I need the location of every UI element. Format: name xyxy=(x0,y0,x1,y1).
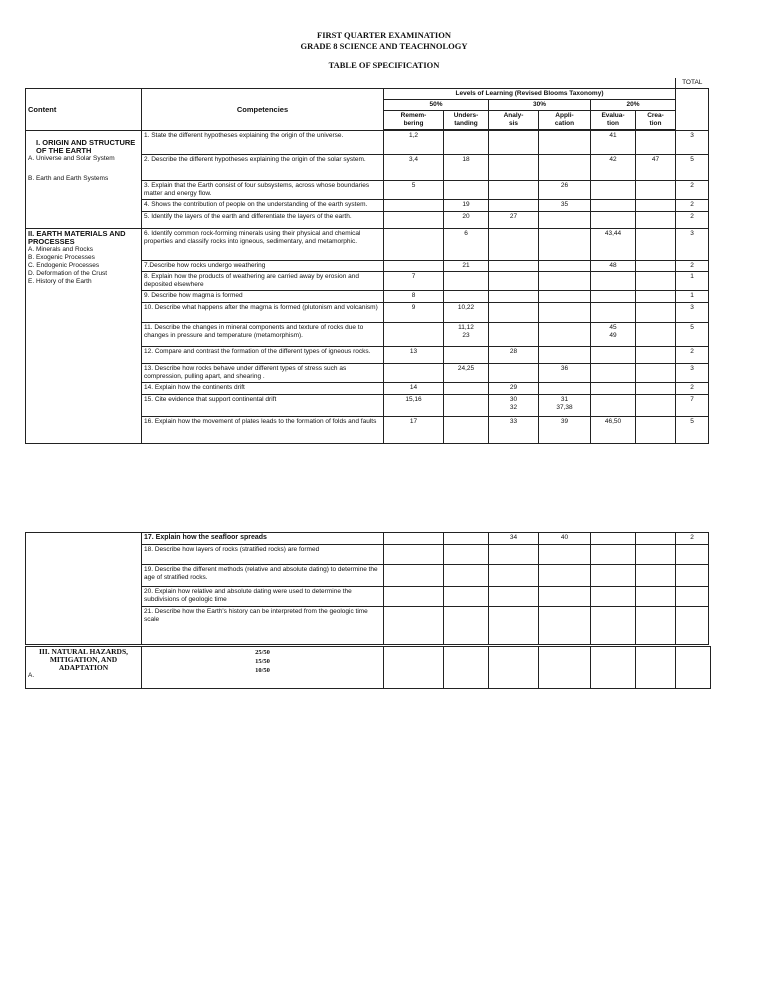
col-remembering: Remem- bering xyxy=(384,111,444,130)
evaluation-cell xyxy=(591,545,636,565)
competency-cell: 6. Identify common rock-forming minerals using their physical and chemical properties and classify rocks into igneous, sedimentary, and metamorphic. xyxy=(142,229,384,261)
pct-20: 20% xyxy=(591,100,676,111)
creation-cell xyxy=(636,383,676,395)
total-cell: 2 xyxy=(676,200,709,212)
creation-cell: 47 xyxy=(636,155,676,181)
remembering-cell: 9 xyxy=(384,303,444,323)
col-application: Appli- cation xyxy=(539,111,591,130)
remembering-cell: 15,16 xyxy=(384,395,444,417)
analysis-cell xyxy=(489,607,539,645)
application-cell xyxy=(539,212,591,229)
competency-cell: 4. Shows the contribution of people on the understanding of the earth system. xyxy=(142,200,384,212)
remembering-cell: 17 xyxy=(384,417,444,444)
evaluation-cell xyxy=(591,395,636,417)
table-row xyxy=(26,533,709,545)
application-cell xyxy=(539,303,591,323)
application-cell xyxy=(539,229,591,261)
understanding-cell: 19 xyxy=(444,200,489,212)
evaluation-cell xyxy=(591,200,636,212)
application-cell xyxy=(539,323,591,347)
creation-cell xyxy=(636,291,676,303)
content-header: Content xyxy=(26,89,142,131)
application-cell xyxy=(539,291,591,303)
application-cell: 39 xyxy=(539,417,591,444)
creation-cell xyxy=(636,323,676,347)
section2-sub-item: B. Exogenic Processes xyxy=(28,254,95,261)
competency-cell: 11. Describe the changes in mineral components and texture of rocks due to changes in pressure and temperature (metamorphism). xyxy=(142,323,384,347)
section3-table xyxy=(25,646,711,689)
remembering-cell: 7 xyxy=(384,272,444,291)
total-cell: 5 xyxy=(676,323,709,347)
section1-title: I. ORIGIN AND STRUCTURE OF THE EARTH xyxy=(36,138,136,155)
tos-title: TABLE OF SPECIFICATION xyxy=(328,60,440,70)
section2-sub-item: C. Endogenic Processes xyxy=(28,262,100,269)
application-cell xyxy=(539,545,591,565)
evaluation-cell: 41 xyxy=(591,131,636,155)
creation-cell xyxy=(636,181,676,200)
creation-cell xyxy=(636,587,676,607)
competency-cell: 15. Cite evidence that support continental drift xyxy=(142,395,384,417)
evaluation-cell: 46,50 xyxy=(591,417,636,444)
total-cell xyxy=(676,607,709,645)
specification-table xyxy=(25,78,709,444)
section1-sub-a: A. Universe and Solar System xyxy=(28,155,115,162)
understanding-cell xyxy=(444,383,489,395)
section2-title: II. EARTH MATERIALS AND PROCESSES xyxy=(28,229,126,246)
remembering-cell xyxy=(384,200,444,212)
evaluation-cell: 43,44 xyxy=(591,229,636,261)
understanding-cell: 24,25 xyxy=(444,364,489,383)
competency-cell: 3. Explain that the Earth consist of four subsystems, across whose boundaries matter and energy flow. xyxy=(142,181,384,200)
total-cell xyxy=(676,587,709,607)
table-row xyxy=(26,131,709,155)
application-cell: 31 37,38 xyxy=(539,395,591,417)
understanding-cell xyxy=(444,565,489,587)
total-cell: 1 xyxy=(676,272,709,291)
analysis-cell xyxy=(489,155,539,181)
col-evaluation: Evalua- tion xyxy=(591,111,636,130)
application-cell: 36 xyxy=(539,364,591,383)
section1-content xyxy=(26,131,142,229)
total-cell: 3 xyxy=(676,229,709,261)
analysis-cell: 27 xyxy=(489,212,539,229)
total-cell: 7 xyxy=(676,395,709,417)
application-cell: 35 xyxy=(539,200,591,212)
understanding-cell xyxy=(444,131,489,155)
understanding-cell: 20 xyxy=(444,212,489,229)
remembering-cell: 5 xyxy=(384,181,444,200)
competency-cell: 12. Compare and contrast the formation of the different types of igneous rocks. xyxy=(142,347,384,364)
competency-cell: 19. Describe the different methods (relative and absolute dating) to determine the age of stratified rocks. xyxy=(142,565,384,587)
remembering-cell xyxy=(384,323,444,347)
table-row xyxy=(26,229,709,261)
col-analysis: Analy- sis xyxy=(489,111,539,130)
total-cell: 5 xyxy=(676,155,709,181)
understanding-cell xyxy=(444,417,489,444)
understanding-cell: 18 xyxy=(444,155,489,181)
application-cell xyxy=(539,261,591,272)
evaluation-cell xyxy=(591,533,636,545)
application-cell xyxy=(539,607,591,645)
continued-content-cell xyxy=(26,533,142,645)
creation-cell xyxy=(636,261,676,272)
col-creation: Crea- tion xyxy=(636,111,676,130)
analysis-cell: 33 xyxy=(489,417,539,444)
creation-cell xyxy=(636,417,676,444)
remembering-cell xyxy=(384,607,444,645)
total-cell: 3 xyxy=(676,303,709,323)
creation-cell xyxy=(636,131,676,155)
competency-cell: 16. Explain how the movement of plates leads to the formation of folds and faults xyxy=(142,417,384,444)
analysis-cell xyxy=(489,229,539,261)
analysis-cell xyxy=(489,131,539,155)
competency-cell: 8. Explain how the products of weathering are carried away by erosion and deposited elsewhere xyxy=(142,272,384,291)
competency-cell: 1. State the different hypotheses explaining the origin of the universe. xyxy=(142,131,384,155)
creation-cell xyxy=(636,303,676,323)
creation-cell xyxy=(636,545,676,565)
application-cell xyxy=(539,565,591,587)
creation-cell xyxy=(636,565,676,587)
analysis-cell xyxy=(489,545,539,565)
col-understanding: Unders- tanding xyxy=(444,111,489,130)
total-header: TOTAL xyxy=(676,78,709,89)
evaluation-cell xyxy=(591,303,636,323)
evaluation-cell xyxy=(591,347,636,364)
understanding-cell xyxy=(444,533,489,545)
competency-cell: 2. Describe the different hypotheses explaining the origin of the solar system. xyxy=(142,155,384,181)
understanding-cell: 6 xyxy=(444,229,489,261)
section1-sub-b: B. Earth and Earth Systems xyxy=(28,175,109,182)
application-cell xyxy=(539,131,591,155)
total-cell xyxy=(676,565,709,587)
remembering-cell xyxy=(384,261,444,272)
exam-title: FIRST QUARTER EXAMINATION xyxy=(317,30,451,40)
section2-sub-item: D. Deformation of the Crust xyxy=(28,270,108,277)
competency-cell: 18. Describe how layers of rocks (stratified rocks) are formed xyxy=(142,545,384,565)
application-cell xyxy=(539,272,591,291)
evaluation-cell: 42 xyxy=(591,155,636,181)
analysis-cell xyxy=(489,291,539,303)
total-cell: 2 xyxy=(676,347,709,364)
application-cell xyxy=(539,383,591,395)
remembering-cell: 13 xyxy=(384,347,444,364)
remembering-cell: 14 xyxy=(384,383,444,395)
analysis-cell xyxy=(489,323,539,347)
understanding-cell xyxy=(444,607,489,645)
pct-30: 30% xyxy=(489,100,591,111)
analysis-cell: 30 32 xyxy=(489,395,539,417)
analysis-cell xyxy=(489,272,539,291)
section2-content xyxy=(26,229,142,444)
evaluation-cell: 45 49 xyxy=(591,323,636,347)
evaluation-cell xyxy=(591,181,636,200)
creation-cell xyxy=(636,395,676,417)
competency-cell: 13. Describe how rocks behave under different types of stress such as compression, pulling apart, and shearing . xyxy=(142,364,384,383)
analysis-cell: 34 xyxy=(489,533,539,545)
total-cell: 2 xyxy=(676,212,709,229)
score-summary xyxy=(142,647,384,689)
total-cell: 2 xyxy=(676,383,709,395)
evaluation-cell xyxy=(591,364,636,383)
total-cell: 3 xyxy=(676,131,709,155)
remembering-cell: 1,2 xyxy=(384,131,444,155)
analysis-cell: 29 xyxy=(489,383,539,395)
creation-cell xyxy=(636,364,676,383)
creation-cell xyxy=(636,229,676,261)
remembering-cell xyxy=(384,533,444,545)
evaluation-cell xyxy=(591,272,636,291)
remembering-cell: 8 xyxy=(384,291,444,303)
remembering-cell: 3,4 xyxy=(384,155,444,181)
remembering-cell xyxy=(384,565,444,587)
score-evaluation-creation: 10/50 xyxy=(255,667,270,674)
total-cell: 3 xyxy=(676,364,709,383)
creation-cell xyxy=(636,212,676,229)
competency-cell: 10. Describe what happens after the magma is formed (plutonism and volcanism) xyxy=(142,303,384,323)
competency-cell: 17. Explain how the seafloor spreads xyxy=(142,533,384,545)
evaluation-cell xyxy=(591,291,636,303)
application-cell xyxy=(539,347,591,364)
total-cell: 2 xyxy=(676,181,709,200)
creation-cell xyxy=(636,272,676,291)
section2-sub-item: A. Minerals and Rocks xyxy=(28,246,94,253)
score-analysis-application: 15/50 xyxy=(255,658,270,665)
analysis-cell xyxy=(489,303,539,323)
score-remembering-understanding: 25/50 xyxy=(255,649,270,656)
evaluation-cell xyxy=(591,607,636,645)
creation-cell xyxy=(636,347,676,364)
application-cell: 40 xyxy=(539,533,591,545)
understanding-cell xyxy=(444,347,489,364)
understanding-cell: 10,22 xyxy=(444,303,489,323)
total-cell: 1 xyxy=(676,291,709,303)
total-cell: 2 xyxy=(676,533,709,545)
understanding-cell xyxy=(444,181,489,200)
analysis-cell xyxy=(489,261,539,272)
competency-cell: 21. Describe how the Earth's history can be interpreted from the geologic time scale xyxy=(142,607,384,645)
understanding-cell xyxy=(444,291,489,303)
analysis-cell: 28 xyxy=(489,347,539,364)
total-cell xyxy=(676,545,709,565)
application-cell xyxy=(539,155,591,181)
remembering-cell xyxy=(384,545,444,565)
application-cell: 26 xyxy=(539,181,591,200)
competency-cell: 14. Explain how the continents drift xyxy=(142,383,384,395)
creation-cell xyxy=(636,607,676,645)
total-cell: 2 xyxy=(676,261,709,272)
grade-subject-title: GRADE 8 SCIENCE AND TEACHNOLOGY xyxy=(300,41,468,51)
competency-cell: 9. Describe how magma is formed xyxy=(142,291,384,303)
analysis-cell xyxy=(489,181,539,200)
levels-header: Levels of Learning (Revised Blooms Taxonomy) xyxy=(384,89,676,100)
analysis-cell xyxy=(489,364,539,383)
evaluation-cell xyxy=(591,587,636,607)
remembering-cell xyxy=(384,229,444,261)
understanding-cell: 11,12 23 xyxy=(444,323,489,347)
competencies-header: Competencies xyxy=(142,89,384,131)
evaluation-cell xyxy=(591,565,636,587)
understanding-cell xyxy=(444,272,489,291)
remembering-cell xyxy=(384,212,444,229)
understanding-cell xyxy=(444,395,489,417)
evaluation-cell: 48 xyxy=(591,261,636,272)
total-cell: 5 xyxy=(676,417,709,444)
competency-cell: 20. Explain how relative and absolute dating were used to determine the subdivisions of geologic time xyxy=(142,587,384,607)
evaluation-cell xyxy=(591,383,636,395)
analysis-cell xyxy=(489,565,539,587)
creation-cell xyxy=(636,200,676,212)
specification-table-continued xyxy=(25,532,709,645)
remembering-cell xyxy=(384,587,444,607)
section2-sub-item: E. History of the Earth xyxy=(28,278,92,285)
section3-title: III. NATURAL HAZARDS, MITIGATION, AND ADAPTATION xyxy=(38,647,129,672)
understanding-cell xyxy=(444,587,489,607)
creation-cell xyxy=(636,533,676,545)
analysis-cell xyxy=(489,587,539,607)
competency-cell: 7.Describe how rocks undergo weathering xyxy=(142,261,384,272)
understanding-cell: 21 xyxy=(444,261,489,272)
section3-content xyxy=(26,647,142,689)
section3-sub-a: A. xyxy=(28,672,35,679)
evaluation-cell xyxy=(591,212,636,229)
application-cell xyxy=(539,587,591,607)
remembering-cell xyxy=(384,364,444,383)
analysis-cell xyxy=(489,200,539,212)
competency-cell: 5. Identify the layers of the earth and differentiate the layers of the earth. xyxy=(142,212,384,229)
understanding-cell xyxy=(444,545,489,565)
pct-50: 50% xyxy=(384,100,489,111)
